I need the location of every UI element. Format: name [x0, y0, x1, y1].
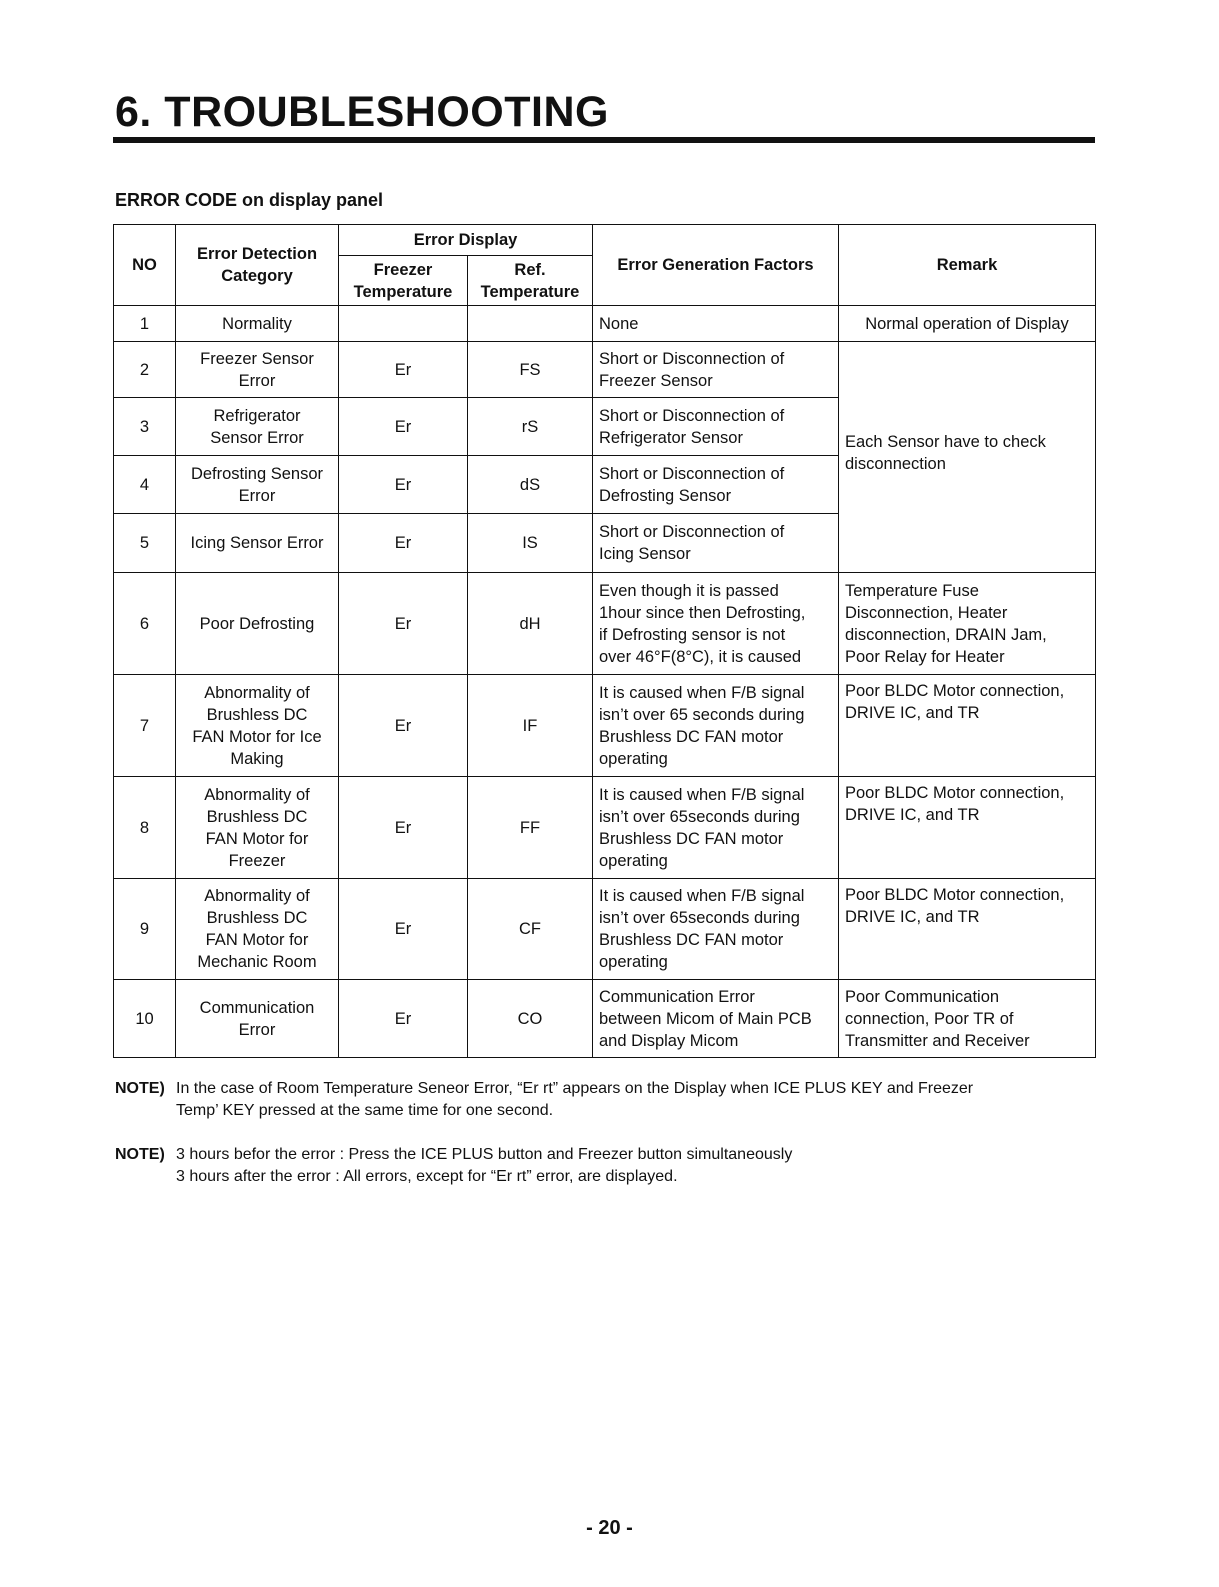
cell-freezer: Er — [339, 980, 468, 1058]
table-row — [114, 573, 1096, 675]
cell-factors: Short or Disconnection of Icing Sensor — [593, 514, 839, 573]
cell-ref: dH — [468, 573, 593, 675]
cell-category: Abnormality of Brushless DC FAN Motor for Mechanic Room — [176, 879, 339, 980]
cell-ref: IF — [468, 675, 593, 777]
cell-remark: Normal operation of Display — [839, 306, 1096, 342]
table-row — [114, 980, 1096, 1058]
cell-factors: It is caused when F/B signal isn’t over 65seconds during Brushless DC FAN motor operating — [593, 777, 839, 879]
cell-factors: It is caused when F/B signal isn’t over 65 seconds during Brushless DC FAN motor operating — [593, 675, 839, 777]
cell-category: Freezer Sensor Error — [176, 342, 339, 398]
cell-ref: FF — [468, 777, 593, 879]
cell-category: Poor Defrosting — [176, 573, 339, 675]
cell-remark: Poor Communication connection, Poor TR of Transmitter and Receiver — [839, 980, 1096, 1058]
cell-ref: dS — [468, 456, 593, 514]
cell-category: Refrigerator Sensor Error — [176, 398, 339, 456]
cell-factors: Short or Disconnection of Defrosting Sensor — [593, 456, 839, 514]
cell-freezer: Er — [339, 514, 468, 573]
header-remark: Remark — [839, 225, 1096, 306]
cell-category: Defrosting Sensor Error — [176, 456, 339, 514]
note-text: In the case of Room Temperature Seneor Error, “Er rt” appears on the Display when ICE PLUS KEY and Freezer Temp’ KEY pressed at the same time for one second. — [176, 1080, 974, 1119]
cell-freezer: Er — [339, 675, 468, 777]
cell-ref: IS — [468, 514, 593, 573]
table-row — [114, 675, 1096, 777]
cell-no: 7 — [114, 675, 176, 777]
cell-freezer — [339, 306, 468, 342]
note-label: NOTE) — [115, 1080, 165, 1097]
cell-no: 3 — [114, 398, 176, 456]
cell-freezer: Er — [339, 342, 468, 398]
cell-freezer: Er — [339, 777, 468, 879]
cell-remark: Poor BLDC Motor connection, DRIVE IC, and TR — [839, 879, 1096, 980]
title-rule — [113, 137, 1095, 143]
cell-category: Abnormality of Brushless DC FAN Motor for Ice Making — [176, 675, 339, 777]
cell-category: Abnormality of Brushless DC FAN Motor for Freezer — [176, 777, 339, 879]
header-category: Error Detection Category — [176, 225, 339, 306]
cell-no: 4 — [114, 456, 176, 514]
cell-no: 8 — [114, 777, 176, 879]
cell-remark: Temperature Fuse Disconnection, Heater disconnection, DRAIN Jam, Poor Relay for Heater — [839, 573, 1096, 675]
cell-remark: Poor BLDC Motor connection, DRIVE IC, and TR — [839, 777, 1096, 879]
note-text: 3 hours befor the error : Press the ICE PLUS button and Freezer button simultaneously 3 hours after the error : All errors, except for “Er rt” error, are displayed. — [176, 1146, 793, 1185]
cell-category: Communication Error — [176, 980, 339, 1058]
cell-ref: FS — [468, 342, 593, 398]
cell-ref: rS — [468, 398, 593, 456]
cell-no: 6 — [114, 573, 176, 675]
cell-remark: Poor BLDC Motor connection, DRIVE IC, and TR — [839, 675, 1096, 777]
page-title: 6. TROUBLESHOOTING — [115, 88, 609, 136]
table-row — [114, 777, 1096, 879]
cell-freezer: Er — [339, 398, 468, 456]
cell-no: 9 — [114, 879, 176, 980]
cell-freezer: Er — [339, 573, 468, 675]
section-heading: ERROR CODE on display panel — [115, 190, 384, 210]
cell-freezer: Er — [339, 456, 468, 514]
cell-factors: None — [593, 306, 839, 342]
cell-no: 1 — [114, 306, 176, 342]
header-no: NO — [114, 225, 176, 306]
header-factors: Error Generation Factors — [593, 225, 839, 306]
cell-no: 5 — [114, 514, 176, 573]
cell-ref: CF — [468, 879, 593, 980]
header-ref-temp: Ref. Temperature — [468, 256, 593, 306]
cell-category: Normality — [176, 306, 339, 342]
header-freezer-temp: Freezer Temperature — [339, 256, 468, 306]
header-error-display: Error Display — [339, 225, 593, 256]
cell-no: 2 — [114, 342, 176, 398]
cell-no: 10 — [114, 980, 176, 1058]
cell-factors: Short or Disconnection of Refrigerator Sensor — [593, 398, 839, 456]
note-label: NOTE) — [115, 1146, 165, 1163]
error-code-table — [113, 224, 1096, 1058]
cell-category: Icing Sensor Error — [176, 514, 339, 573]
cell-freezer: Er — [339, 879, 468, 980]
cell-factors: It is caused when F/B signal isn’t over 65seconds during Brushless DC FAN motor operating — [593, 879, 839, 980]
cell-ref: CO — [468, 980, 593, 1058]
cell-factors: Short or Disconnection of Freezer Sensor — [593, 342, 839, 398]
table-row — [114, 306, 1096, 342]
cell-remark: Each Sensor have to check disconnection — [839, 342, 1096, 573]
cell-factors: Even though it is passed 1hour since then Defrosting, if Defrosting sensor is not over 46°F(8°C), it is caused — [593, 573, 839, 675]
cell-factors: Communication Error between Micom of Main PCB and Display Micom — [593, 980, 839, 1058]
cell-ref — [468, 306, 593, 342]
table-row — [114, 879, 1096, 980]
table-row — [114, 342, 1096, 398]
page-number: - 20 - — [586, 1517, 633, 1539]
